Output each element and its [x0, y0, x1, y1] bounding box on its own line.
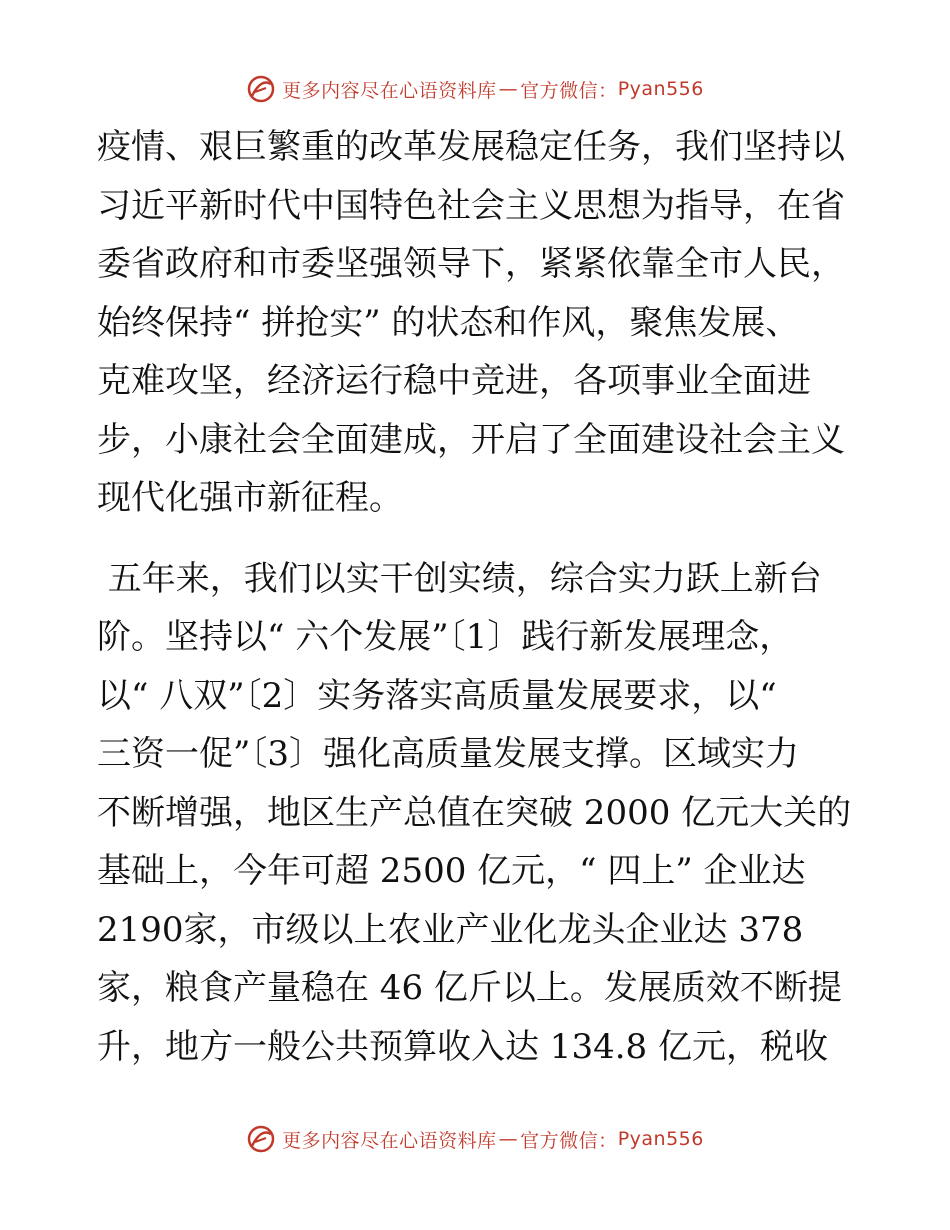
text-line: 始终保持“ 拼抢实” 的状态和作风，聚焦发展、: [97, 302, 800, 343]
text-line: 疫情、艰巨繁重的改革发展稳定任务，我们坚持以: [97, 127, 845, 167]
text-line: 以“ 八双”〔2〕实务落实高质量发展要求，以“: [97, 675, 777, 716]
text-line: 现代化强市新征程。: [97, 478, 403, 518]
watermark-title: 更多内容尽在心语资料库: [282, 1129, 497, 1152]
footer-watermark: [0, 1124, 950, 1154]
watermark-account-id: Pyan556: [617, 78, 704, 100]
paragraph-2: [97, 550, 857, 1077]
watermark-dash: —: [498, 1128, 519, 1150]
document-body: [97, 118, 857, 1076]
paragraph-1: [97, 118, 857, 528]
text-line: 不断增强，地区生产总值在突破 2000 亿元大关的: [97, 792, 852, 833]
watermark-account-label: 官方微信：: [520, 79, 618, 102]
logo-icon: [246, 74, 276, 104]
watermark-title: 更多内容尽在心语资料库: [282, 79, 497, 102]
paragraph-gap: [97, 528, 857, 550]
text-line: 家，粮食产量稳在 46 亿斤以上。发展质效不断提: [97, 968, 842, 1008]
text-line: 克难攻坚，经济运行稳中竞进，各项事业全面进: [97, 361, 811, 401]
watermark-account-label: 官方微信：: [520, 1129, 618, 1152]
text-line: 委省政府和市委坚强领导下，紧紧依靠全市人民，: [97, 244, 845, 284]
text-line: 步，小康社会全面建成，开启了全面建设社会主义: [97, 419, 845, 460]
logo-icon: [246, 1124, 276, 1154]
text-line: 习近平新时代中国特色社会主义思想为指导，在省: [97, 185, 845, 226]
header-watermark: [0, 74, 950, 104]
text-line: 三资一促”〔3〕强化高质量发展支撑。区域实力: [97, 734, 800, 774]
watermark-dash: —: [498, 78, 519, 100]
text-line: 基础上，今年可超 2500 亿元，“ 四上” 企业达: [97, 851, 806, 891]
text-line: 阶。坚持以“ 六个发展”〔1〕践行新发展理念，: [97, 617, 794, 657]
text-line: 五年来，我们以实干创实绩，综合实力跃上新台: [97, 558, 822, 599]
text-line: 2190家，市级以上农业产业化龙头企业达 378: [97, 909, 804, 950]
text-line: 升，地方一般公共预算收入达 134.8 亿元，税收: [97, 1026, 828, 1067]
watermark-account-id: Pyan556: [617, 1128, 704, 1150]
